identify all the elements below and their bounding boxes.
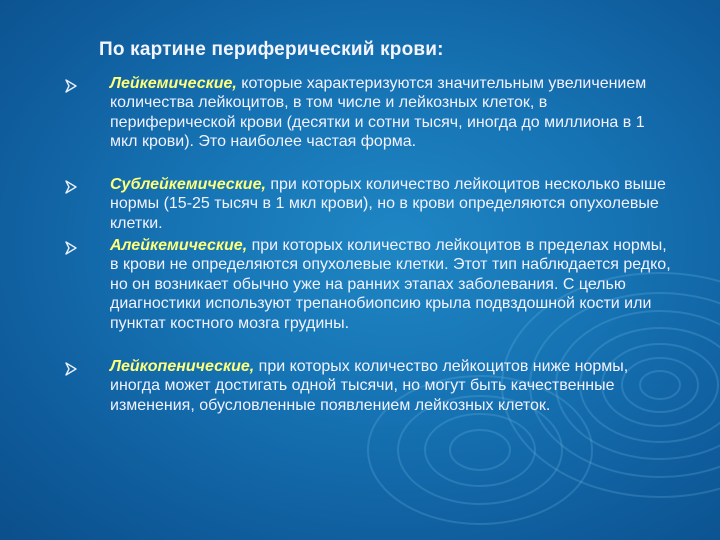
- slide-title: По картине периферический крови:: [99, 39, 444, 60]
- item-text: при которых количество лейкоцитов в пределах нормы, в крови не определяются опухолевые клетки. Этот тип наблюдается редко, но он возникает обычно уже на ранних этапах заболевания. С целью диагностики используют трепанобиопсию крыла подвздошной кости или пунктат костного мозга грудины.: [110, 237, 671, 332]
- list-item: [110, 175, 675, 233]
- arrowhead-bullet-icon: [64, 79, 78, 93]
- arrowhead-bullet-icon: [64, 241, 78, 255]
- list-item: [110, 74, 675, 152]
- item-text: при которых количество лейкоцитов несколько выше нормы (15-25 тысяч в 1 мкл крови), но в крови определяются опухолевые клетки.: [110, 176, 666, 232]
- item-text: которые характеризуются значительным увеличением количества лейкоцитов, в том числе и лейкозных клеток, в периферической крови (десятки и сотни тысяч, иногда до миллиона в 1 мкл крови). Это наиболее частая форма.: [110, 75, 647, 151]
- list-item: [110, 357, 675, 415]
- item-term: Алейкемические,: [110, 237, 248, 254]
- list-item: [110, 236, 675, 333]
- arrowhead-bullet-icon: [64, 362, 78, 376]
- arrowhead-bullet-icon: [64, 180, 78, 194]
- item-text: при которых количество лейкоцитов ниже нормы, иногда может достигать одной тысячи, но могут быть качественные изменения, обусловленные появлением лейкозных клеток.: [110, 358, 629, 414]
- item-term: Лейкемические,: [110, 75, 237, 92]
- item-term: Лейкопенические,: [110, 358, 255, 375]
- item-term: Сублейкемические,: [110, 176, 266, 193]
